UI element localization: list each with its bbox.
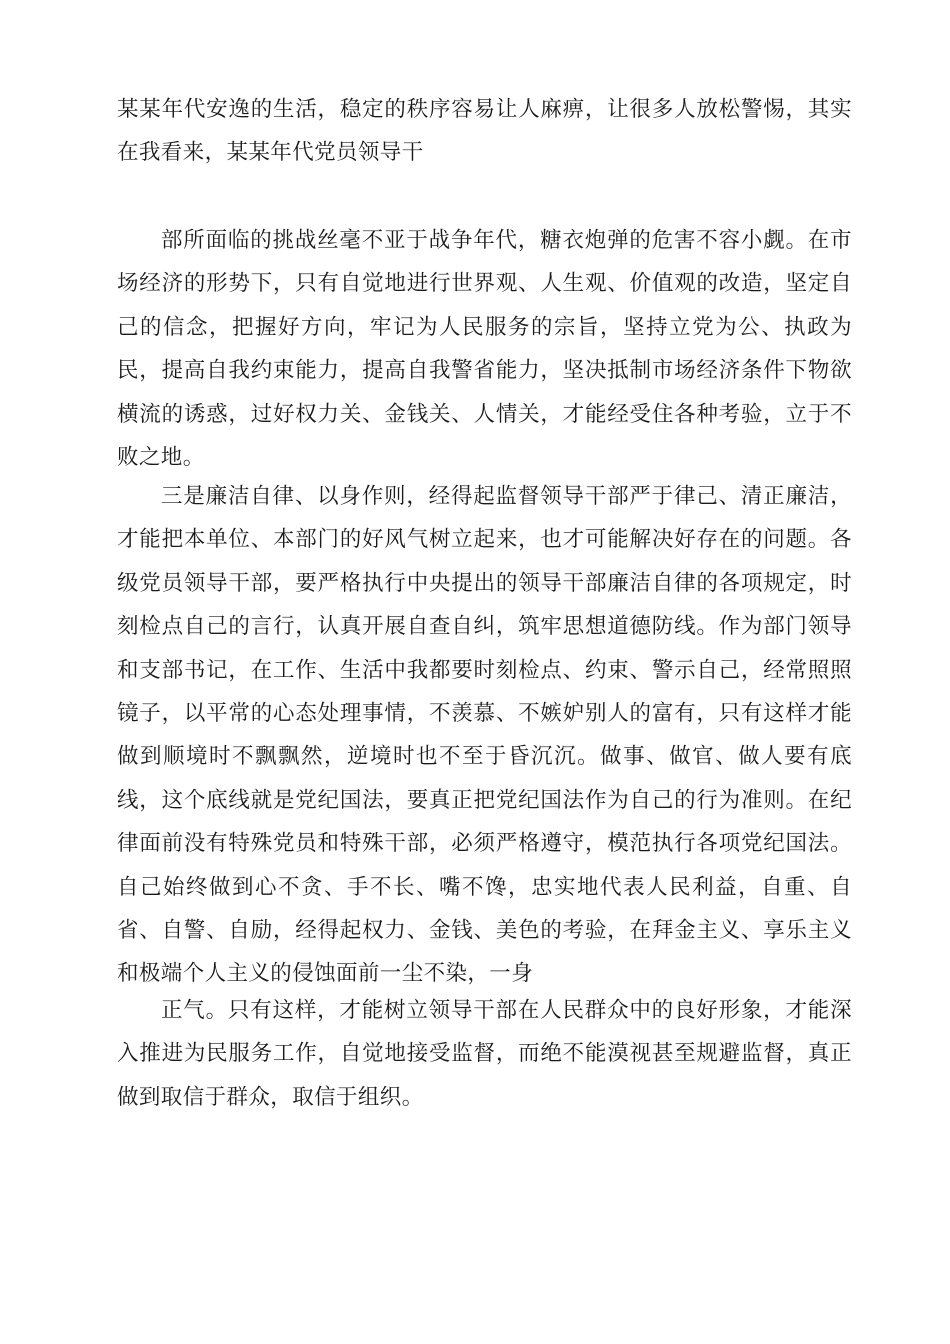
paragraph-4: 正气。只有这样，才能树立领导干部在人民群众中的良好形象，才能深入推进为民服务工作，自觉地接受监督，而绝不能漠视甚至规避监督，真正做到取信于群众，取信于组织。	[117, 998, 852, 1110]
paragraph-1: 某某年代安逸的生活，稳定的秩序容易让人麻痹，让很多人放松警惕，其实在我看来，某某年代党员领导干	[117, 97, 852, 166]
paragraph-3: 三是廉洁自律、以身作则，经得起监督领导干部严于律己、清正廉洁，才能把本单位、本部门的好风气树立起来，也才可能解决好存在的问题。各级党员领导干部，要严格执行中央提出的领导干部廉洁自律的各项规定，时刻检点自己的言行，认真开展自查自纠，筑牢思想道德防线。作为部门领导和支部书记，在工作、生活中我都要时刻检点、约束、警示自己，经常照照镜子，以平常的心态处理事情，不羡慕、不嫉妒别人的富有，只有这样才能做到顺境时不飘飘然，逆境时也不至于昏沉沉。做事、做官、做人要有底线，这个底线就是党纪国法，要真正把党纪国法作为自己的行为准则。在纪律面前没有特殊党员和特殊干部，必须严格遵守，模范执行各项党纪国法。自己始终做到心不贪、手不长、嘴不馋，忠实地代表人民利益，自重、自省、自警、自励，经得起权力、金钱、美色的考验，在拜金主义、享乐主义和极端个人主义的侵蚀面前一尘不染，一身	[117, 484, 852, 987]
paragraph-2: 部所面临的挑战丝毫不亚于战争年代，糖衣炮弹的危害不容小觑。在市场经济的形势下，只有自觉地进行世界观、人生观、价值观的改造，坚定自己的信念，把握好方向，牢记为人民服务的宗旨，坚持立党为公、执政为民，提高自我约束能力，提高自我警省能力，坚决抵制市场经济条件下物欲横流的诱惑，过好权力关、金钱关、人情关，才能经受住各种考验，立于不败之地。	[117, 228, 852, 471]
